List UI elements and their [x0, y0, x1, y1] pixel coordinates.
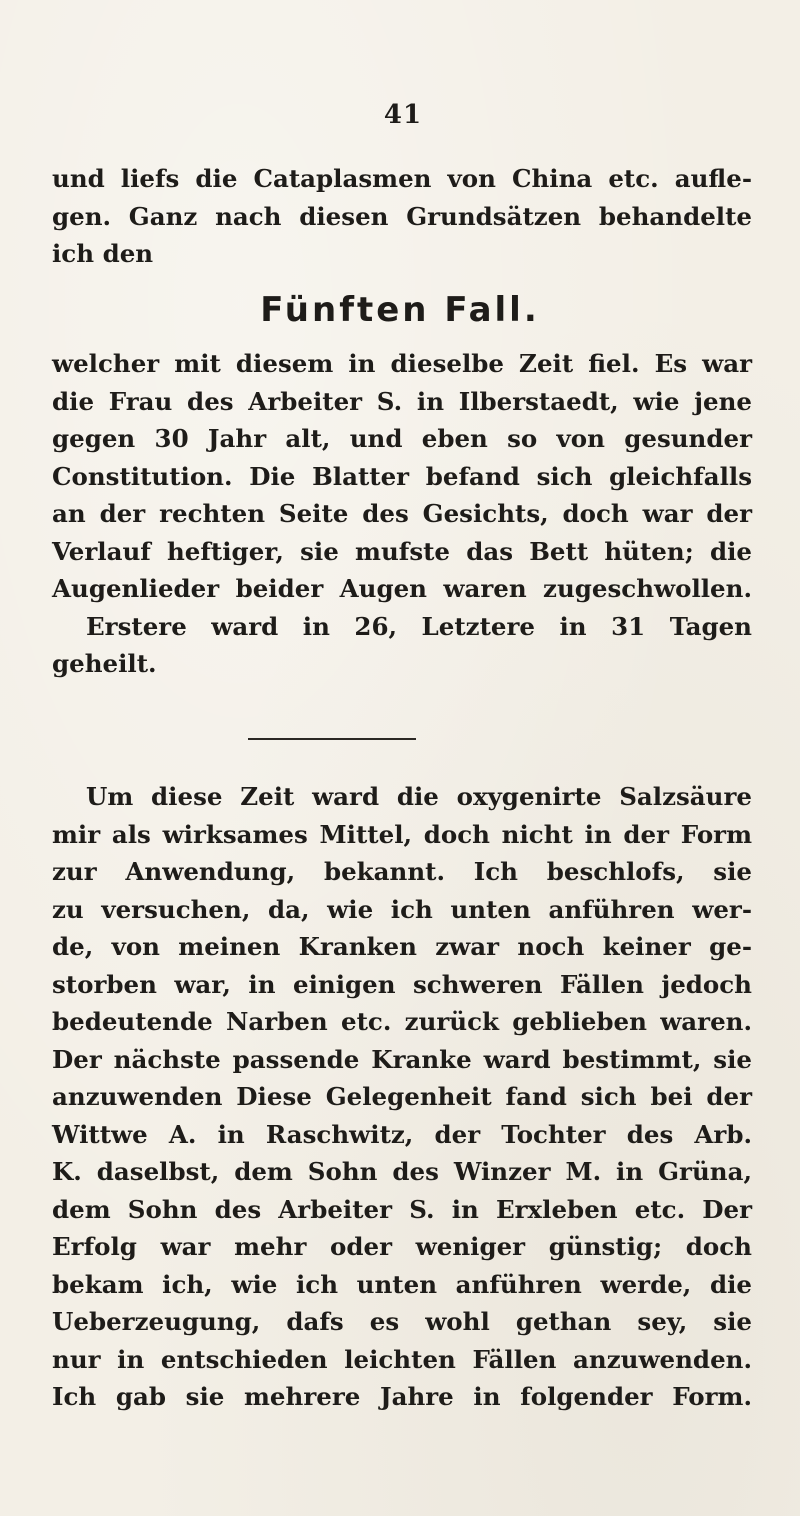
text-line: Wittwe A. in Raschwitz, der Tochter des Arb.	[52, 1119, 752, 1149]
text-line: storben war, in einigen schweren Fällen jedoch	[52, 969, 752, 999]
section-heading: Fünften Fall.	[260, 290, 540, 330]
text-line: K. daselbst, dem Sohn des Winzer M. in Grüna,	[52, 1157, 752, 1186]
case-paragraph	[52, 345, 752, 683]
text-line: zu versuchen, da, wie ich unten anführen wer-	[52, 894, 752, 924]
text-line: geheilt.	[52, 649, 157, 678]
section-divider	[248, 738, 416, 740]
text-line: nur in entschieden leichten Fällen anzuwenden.	[52, 1344, 752, 1374]
text-line: Ich gab sie mehrere Jahre in folgender Form.	[52, 1382, 752, 1411]
text-line: Ueberzeugung, dafs es wohl gethan sey, sie	[52, 1307, 752, 1336]
text-line: welcher mit diesem in dieselbe Zeit fiel. Es war	[52, 349, 752, 378]
text-line: anzuwenden Diese Gelegenheit fand sich bei der	[52, 1082, 752, 1111]
text-line: Erfolg war mehr oder weniger günstig; doch	[52, 1232, 752, 1261]
text-line: und liefs die Cataplasmen von China etc. aufle-	[52, 164, 752, 193]
text-line: ich den	[52, 239, 154, 268]
text-line: bekam ich, wie ich unten anführen werde, die	[52, 1269, 752, 1299]
text-line: mir als wirksames Mittel, doch nicht in der Form	[52, 819, 752, 849]
text-line: Erstere ward in 26, Letztere in 31 Tagen	[86, 611, 752, 641]
text-line: de, von meinen Kranken zwar noch keiner ge-	[52, 932, 752, 961]
page-number: 41	[383, 100, 423, 130]
text-line: Um diese Zeit ward die oxygenirte Salzsäure	[86, 782, 752, 811]
text-line: Constitution. Die Blatter befand sich gleichfalls	[52, 461, 752, 491]
main-paragraph	[52, 778, 752, 1416]
text-line: gegen 30 Jahr alt, und eben so von gesunder	[52, 424, 752, 453]
text-line: gen. Ganz nach diesen Grundsätzen behandelte	[52, 201, 752, 231]
text-line: zur Anwendung, bekannt. Ich beschlofs, sie	[52, 857, 752, 886]
text-line: Der nächste passende Kranke ward bestimmt, sie	[52, 1044, 752, 1074]
text-line: Augenlieder beider Augen waren zugeschwollen.	[52, 574, 752, 603]
text-line: an der rechten Seite des Gesichts, doch war der	[52, 499, 752, 528]
text-line: die Frau des Arbeiter S. in Ilberstaedt, wie jene	[52, 386, 752, 416]
text-line: bedeutende Narben etc. zurück geblieben waren.	[52, 1007, 752, 1036]
intro-paragraph	[52, 160, 752, 273]
text-line: Verlauf heftiger, sie mufste das Bett hüten; die	[52, 536, 752, 566]
text-line: dem Sohn des Arbeiter S. in Erxleben etc. Der	[52, 1194, 752, 1224]
